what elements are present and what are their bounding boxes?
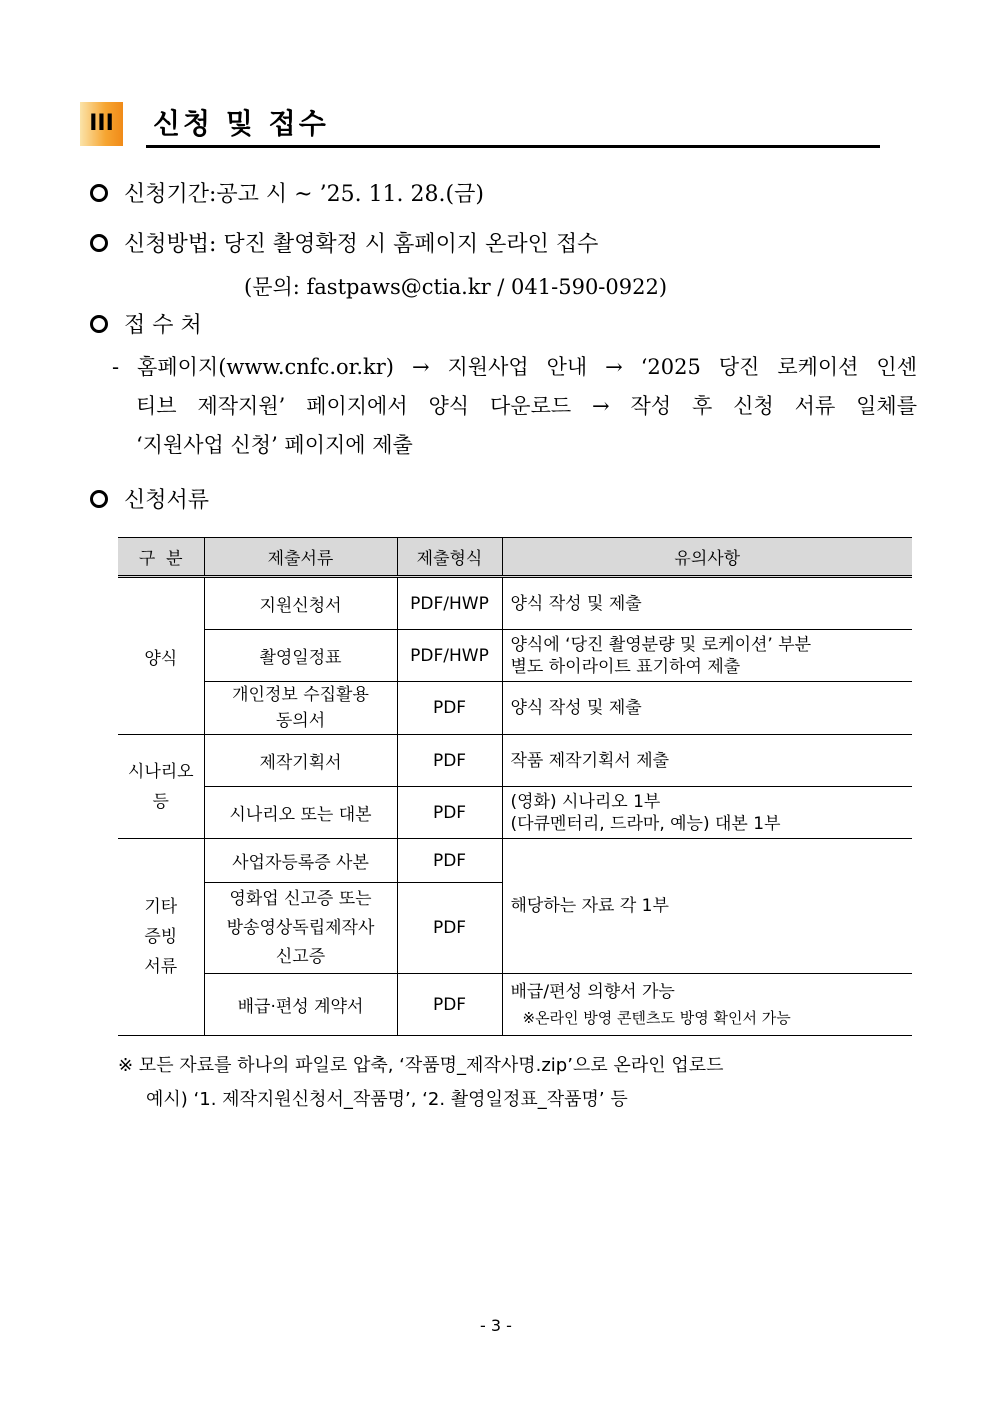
footnote-line-2: 예시) ‘1. 제작지원신청서_작품명’, ‘2. 촬영일정표_작품명’ 등 xyxy=(146,1089,628,1110)
note-cell: 양식 작성 및 제출 xyxy=(502,682,912,735)
group-etc xyxy=(118,839,204,1036)
office-line-2: 티브 제작지원’ 페이지에서 양식 다운로드 → 작성 후 신청 서류 일체를 xyxy=(136,394,917,418)
period-text: 신청기간:공고 시 ~ ’25. 11. 28.(금) xyxy=(124,182,484,207)
page-number: - 3 - xyxy=(480,1316,512,1335)
table-row xyxy=(118,630,912,682)
bullet-method xyxy=(90,230,598,260)
format-cell: PDF xyxy=(397,883,502,974)
table-row xyxy=(118,974,912,1036)
doc-line: 신고증 xyxy=(275,946,326,967)
group-line: 시나리오 xyxy=(127,761,194,782)
doc-cell: 시나리오 또는 대본 xyxy=(204,787,397,839)
note-line: 양식에 ‘당진 촬영분량 및 로케이션’ 부분 xyxy=(510,634,812,655)
note-line: (다큐멘터리, 드라마, 예능) 대본 1부 xyxy=(510,813,781,834)
note-line: 별도 하이라이트 표기하여 제출 xyxy=(510,656,741,677)
section-title: 신청 및 접수 xyxy=(153,107,329,140)
doc-cell: 배급·편성 계약서 xyxy=(204,974,397,1036)
group-scenario xyxy=(118,735,204,839)
doc-cell: 사업자등록증 사본 xyxy=(204,839,397,883)
doc-line: 동의서 xyxy=(275,711,326,731)
header-category: 구 분 xyxy=(118,538,204,577)
method-text: 신청방법: 당진 촬영확정 시 홈페이지 온라인 접수 xyxy=(124,232,599,257)
note-line: (영화) 시나리오 1부 xyxy=(510,791,661,812)
doc-cell: 촬영일정표 xyxy=(204,630,397,682)
table-row xyxy=(118,787,912,839)
group-line: 증빙 xyxy=(144,927,178,947)
format-cell: PDF xyxy=(397,735,502,787)
note-line: 배급/편성 의향서 가능 xyxy=(510,981,675,1002)
format-cell: PDF/HWP xyxy=(397,630,502,682)
bullet-period xyxy=(90,180,484,210)
doc-line: 개인정보 수집활용 xyxy=(232,685,369,705)
format-cell: PDF xyxy=(397,787,502,839)
doc-cell: 지원신청서 xyxy=(204,577,397,630)
table-header-row xyxy=(118,538,912,577)
doc-line: 방송영상독립제작사 xyxy=(226,917,375,938)
circle-bullet-icon xyxy=(90,234,108,252)
documents-table xyxy=(118,537,912,1036)
office-line-1: - 홈페이지(www.cnfc.or.kr) → 지원사업 안내 → ‘2025 당진 로케이션 인센 xyxy=(112,355,917,379)
section-underline xyxy=(146,145,880,148)
header-document: 제출서류 xyxy=(204,538,397,577)
format-cell: PDF/HWP xyxy=(397,577,502,630)
format-cell: PDF xyxy=(397,682,502,735)
group-form: 양식 xyxy=(118,577,204,735)
table-row xyxy=(118,735,912,787)
contact-text: (문의: fastpaws@ctia.kr / 041-590-0922) xyxy=(244,275,668,299)
table-row xyxy=(118,682,912,735)
footnote-line-1: ※ 모든 자료를 하나의 파일로 압축, ‘작품명_제작사명.zip’으로 온라인 업로드 xyxy=(118,1055,724,1076)
office-line-3: ‘지원사업 신청’ 페이지에 제출 xyxy=(136,433,413,457)
note-cell: 해당하는 자료 각 1부 xyxy=(502,839,912,974)
table-row xyxy=(118,839,912,883)
circle-bullet-icon xyxy=(90,490,108,508)
doc-cell xyxy=(204,682,397,735)
docs-text: 신청서류 xyxy=(124,488,210,513)
note-cell: 양식 작성 및 제출 xyxy=(502,577,912,630)
note-cell xyxy=(502,630,912,682)
format-cell: PDF xyxy=(397,839,502,883)
note-line: ※온라인 방영 콘텐츠도 방영 확인서 가능 xyxy=(522,1008,791,1027)
circle-bullet-icon xyxy=(90,315,108,333)
doc-cell: 제작기획서 xyxy=(204,735,397,787)
doc-line: 영화업 신고증 또는 xyxy=(229,888,372,909)
bullet-docs xyxy=(90,486,209,516)
section-header xyxy=(80,100,880,148)
circle-bullet-icon xyxy=(90,184,108,202)
header-notes: 유의사항 xyxy=(502,538,912,577)
group-line: 등 xyxy=(152,791,169,812)
doc-cell xyxy=(204,883,397,974)
office-text: 접 수 처 xyxy=(124,313,202,338)
note-cell xyxy=(502,787,912,839)
group-line: 서류 xyxy=(144,957,178,977)
note-cell: 작품 제작기획서 제출 xyxy=(502,735,912,787)
note-cell xyxy=(502,974,912,1036)
format-cell: PDF xyxy=(397,974,502,1036)
table-row xyxy=(118,577,912,630)
bullet-office xyxy=(90,311,202,341)
section-number: III xyxy=(80,102,123,146)
group-line: 기타 xyxy=(144,897,178,917)
header-format: 제출형식 xyxy=(397,538,502,577)
